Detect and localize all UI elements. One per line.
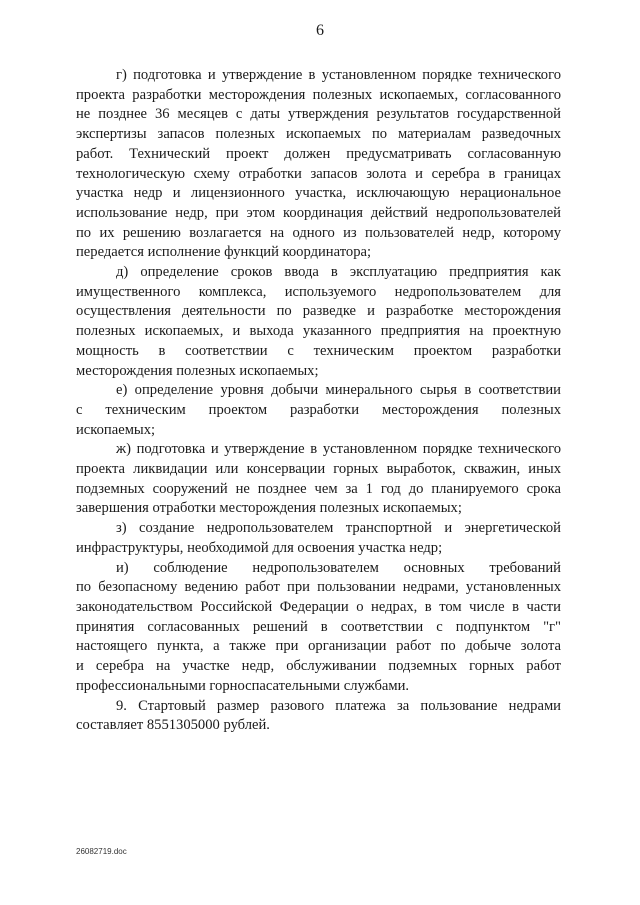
text-line: з) создание недропользователем транспортной и энергетической	[116, 520, 561, 537]
paragraph-zh	[76, 440, 561, 519]
paragraph-z	[76, 519, 561, 558]
text-line: проекта разработки месторождения полезных ископаемых, согласованного	[76, 86, 561, 103]
paragraph-d	[76, 263, 561, 381]
text-line: профессиональными горноспасательными службами.	[76, 677, 410, 694]
text-line: ископаемых;	[76, 421, 156, 438]
text-line: месторождения полезных ископаемых;	[76, 362, 319, 379]
document-id-footer: 26082719.doc	[76, 847, 127, 856]
text-line: полезных ископаемых, и выхода указанного предприятия на проектную	[76, 323, 561, 340]
paragraph-i	[76, 559, 561, 697]
text-line: 9. Стартовый размер разового платежа за пользование недрами	[116, 697, 561, 714]
text-line: составляет 8551305000 рублей.	[76, 717, 270, 734]
text-line: подземных сооружений не позднее чем за 1 год до планируемого срока	[76, 480, 561, 497]
page-number: 6	[316, 22, 324, 39]
text-line: имущественного комплекса, используемого недропользователем для	[76, 283, 561, 300]
paragraph-e	[76, 381, 561, 440]
text-line: законодательством Российской Федерации о недрах, в том числе в части	[76, 598, 561, 615]
text-line: г) подготовка и утверждение в установленном порядке технического	[116, 67, 561, 83]
paragraph-9	[76, 697, 561, 736]
text-line: инфраструктуры, необходимой для освоения участка недр;	[76, 539, 443, 556]
paragraph-g	[76, 66, 561, 263]
text-line: не позднее 36 месяцев с даты утверждения результатов государственной	[76, 106, 561, 123]
text-line: передается исполнение функций координатора;	[76, 244, 372, 261]
text-line: участка недр и лицензионного участка, исключающую нерациональное	[76, 185, 561, 202]
text-line: и серебра на участке недр, обслуживании подземных горных работ	[76, 658, 561, 675]
text-line: проекта ликвидации или консервации горных выработок, скважин, иных	[76, 461, 561, 478]
text-line: настоящего пункта, а также при организации работ по добыче золота	[76, 638, 561, 655]
text-line: завершения отработки месторождения полезных ископаемых;	[76, 500, 462, 517]
text-line: е) определение уровня добычи минерального сырья в соответствии	[116, 382, 561, 399]
text-line: д) определение сроков ввода в эксплуатацию предприятия как	[116, 264, 561, 281]
text-line: по их решению возлагается на одного из пользователей недр, которому	[76, 224, 561, 241]
text-line: мощность в соответствии с техническим проектом разработки	[76, 342, 561, 359]
text-line: использование недр, при этом координация действий недропользователей	[76, 204, 561, 221]
text-line: экспертизы запасов полезных ископаемых по материалам разведочных	[76, 126, 561, 143]
text-line: по безопасному ведению работ при пользовании недрами, установленных	[76, 579, 561, 596]
text-line: осуществления деятельности по разведке и разработке месторождения	[76, 303, 561, 320]
text-line: работ. Технический проект должен предусматривать согласованную	[76, 145, 561, 162]
text-line: с техническим проектом разработки месторождения полезных	[76, 401, 561, 418]
text-line: и) соблюдение недропользователем основных требований	[116, 559, 561, 576]
text-line: принятия согласованных решений в соответствии с подпунктом "г"	[76, 618, 561, 635]
text-line: технологическую схему отработки запасов золота и серебра в границах	[76, 165, 561, 182]
document-body	[76, 66, 561, 736]
text-line: ж) подготовка и утверждение в установленном порядке технического	[116, 441, 561, 458]
